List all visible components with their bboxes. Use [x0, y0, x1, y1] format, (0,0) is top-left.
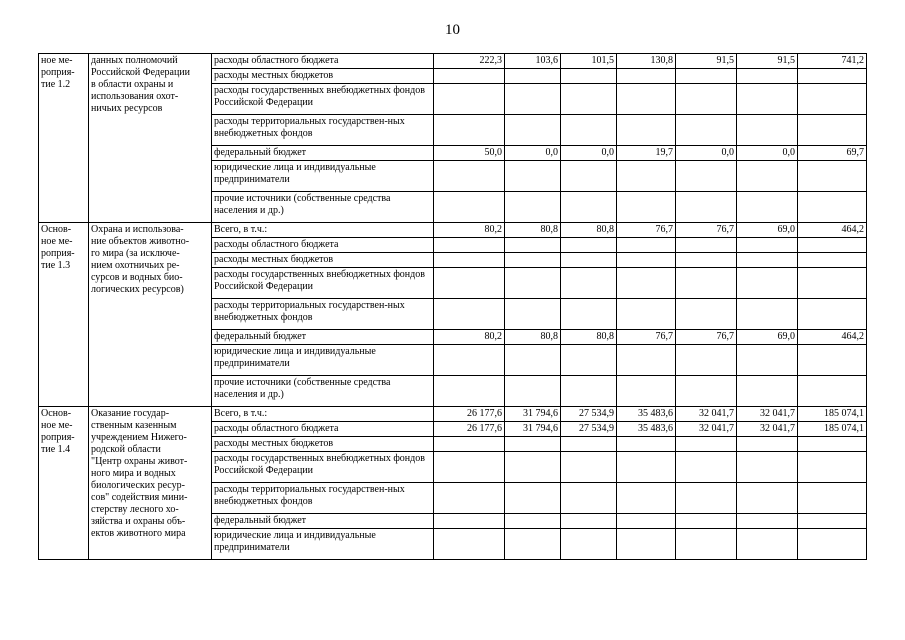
value-cell: 76,7	[617, 330, 676, 345]
value-cell	[676, 238, 737, 253]
total-cell: 464,2	[798, 330, 867, 345]
funding-source-label: расходы местных бюджетов	[212, 437, 434, 452]
value-cell	[561, 376, 617, 407]
value-cell	[617, 84, 676, 115]
value-cell	[434, 483, 505, 514]
value-cell	[505, 192, 561, 223]
value-cell	[737, 452, 798, 483]
value-cell	[505, 437, 561, 452]
value-cell	[676, 376, 737, 407]
value-cell	[561, 84, 617, 115]
value-cell	[737, 483, 798, 514]
total-cell	[798, 514, 867, 529]
table-row	[39, 223, 867, 238]
value-cell: 69,0	[737, 330, 798, 345]
total-cell	[798, 299, 867, 330]
value-cell	[617, 299, 676, 330]
value-cell	[617, 115, 676, 146]
funding-source-label: федеральный бюджет	[212, 146, 434, 161]
value-cell	[737, 69, 798, 84]
value-cell: 103,6	[505, 54, 561, 69]
value-cell	[434, 253, 505, 268]
value-cell	[676, 192, 737, 223]
total-cell	[798, 437, 867, 452]
value-cell	[561, 161, 617, 192]
value-cell: 76,7	[676, 330, 737, 345]
value-cell	[505, 253, 561, 268]
value-cell	[505, 268, 561, 299]
total-cell: 185 074,1	[798, 422, 867, 437]
value-cell	[617, 483, 676, 514]
value-cell	[505, 161, 561, 192]
value-cell: 80,2	[434, 223, 505, 238]
activity-code: Основ- ное ме- роприя- тие 1.3	[39, 223, 89, 407]
value-cell	[737, 268, 798, 299]
value-cell: 32 041,7	[676, 422, 737, 437]
value-cell: 35 483,6	[617, 407, 676, 422]
funding-source-label: расходы областного бюджета	[212, 54, 434, 69]
value-cell	[434, 69, 505, 84]
total-cell	[798, 529, 867, 560]
value-cell: 26 177,6	[434, 407, 505, 422]
value-cell	[617, 376, 676, 407]
funding-source-label: Всего, в т.ч.:	[212, 407, 434, 422]
value-cell: 80,8	[505, 330, 561, 345]
value-cell	[505, 115, 561, 146]
value-cell	[561, 192, 617, 223]
value-cell: 0,0	[737, 146, 798, 161]
value-cell	[505, 452, 561, 483]
value-cell	[737, 192, 798, 223]
funding-source-label: Всего, в т.ч.:	[212, 223, 434, 238]
value-cell	[505, 299, 561, 330]
total-cell	[798, 345, 867, 376]
table-row	[39, 407, 867, 422]
value-cell: 101,5	[561, 54, 617, 69]
value-cell: 91,5	[676, 54, 737, 69]
total-cell	[798, 483, 867, 514]
value-cell	[561, 69, 617, 84]
total-cell	[798, 161, 867, 192]
value-cell: 0,0	[561, 146, 617, 161]
value-cell: 0,0	[676, 146, 737, 161]
value-cell	[434, 238, 505, 253]
value-cell	[617, 192, 676, 223]
funding-source-label: расходы областного бюджета	[212, 422, 434, 437]
value-cell: 32 041,7	[737, 407, 798, 422]
total-cell	[798, 84, 867, 115]
value-cell	[737, 376, 798, 407]
value-cell	[676, 161, 737, 192]
funding-source-label: прочие источники (собственные средства населения и др.)	[212, 192, 434, 223]
value-cell	[505, 529, 561, 560]
activity-name: Оказание государ- ственным казенным учреждением Нижего- родской области "Центр охраны живот- ного мира и водных биологических ресур- сов" содействия мини- стерству лесного хо- зяйства и охраны объ- ектов животного мира	[89, 407, 212, 560]
funding-source-label: федеральный бюджет	[212, 514, 434, 529]
value-cell	[561, 345, 617, 376]
value-cell	[737, 115, 798, 146]
value-cell	[434, 268, 505, 299]
value-cell	[617, 437, 676, 452]
value-cell	[737, 84, 798, 115]
value-cell	[561, 483, 617, 514]
value-cell: 26 177,6	[434, 422, 505, 437]
value-cell: 0,0	[505, 146, 561, 161]
value-cell	[505, 238, 561, 253]
value-cell	[676, 514, 737, 529]
funding-source-label: юридические лица и индивидуальные предприниматели	[212, 161, 434, 192]
value-cell	[434, 84, 505, 115]
funding-source-label: юридические лица и индивидуальные предприниматели	[212, 345, 434, 376]
value-cell	[434, 192, 505, 223]
budget-table	[38, 53, 867, 560]
value-cell	[561, 253, 617, 268]
value-cell: 80,8	[561, 330, 617, 345]
total-cell: 741,2	[798, 54, 867, 69]
value-cell	[676, 345, 737, 376]
value-cell	[505, 84, 561, 115]
value-cell	[434, 529, 505, 560]
value-cell: 31 794,6	[505, 407, 561, 422]
funding-source-label: расходы областного бюджета	[212, 238, 434, 253]
value-cell	[737, 437, 798, 452]
value-cell	[434, 161, 505, 192]
value-cell	[676, 483, 737, 514]
funding-source-label: расходы государственных внебюджетных фондов Российской Федерации	[212, 84, 434, 115]
value-cell: 32 041,7	[737, 422, 798, 437]
value-cell	[737, 161, 798, 192]
value-cell	[561, 238, 617, 253]
activity-code: ное ме- роприя- тие 1.2	[39, 54, 89, 223]
value-cell	[617, 268, 676, 299]
value-cell	[676, 268, 737, 299]
page-number: 10	[445, 22, 460, 38]
value-cell	[561, 268, 617, 299]
value-cell	[737, 529, 798, 560]
value-cell: 130,8	[617, 54, 676, 69]
value-cell	[737, 345, 798, 376]
activity-code: Основ- ное ме- роприя- тие 1.4	[39, 407, 89, 560]
value-cell: 27 534,9	[561, 422, 617, 437]
total-cell	[798, 192, 867, 223]
value-cell	[561, 529, 617, 560]
value-cell: 76,7	[617, 223, 676, 238]
value-cell	[676, 84, 737, 115]
total-cell	[798, 376, 867, 407]
value-cell: 80,8	[505, 223, 561, 238]
value-cell	[561, 115, 617, 146]
value-cell	[676, 69, 737, 84]
value-cell	[617, 69, 676, 84]
funding-source-label: расходы государственных внебюджетных фондов Российской Федерации	[212, 452, 434, 483]
table-row	[39, 54, 867, 69]
value-cell: 91,5	[737, 54, 798, 69]
total-cell	[798, 253, 867, 268]
value-cell: 31 794,6	[505, 422, 561, 437]
value-cell: 76,7	[676, 223, 737, 238]
funding-source-label: расходы государственных внебюджетных фондов Российской Федерации	[212, 268, 434, 299]
value-cell	[434, 376, 505, 407]
value-cell	[505, 345, 561, 376]
value-cell: 32 041,7	[676, 407, 737, 422]
value-cell: 35 483,6	[617, 422, 676, 437]
value-cell	[505, 69, 561, 84]
value-cell: 80,8	[561, 223, 617, 238]
value-cell	[676, 437, 737, 452]
value-cell: 69,0	[737, 223, 798, 238]
value-cell	[434, 452, 505, 483]
total-cell: 69,7	[798, 146, 867, 161]
value-cell: 80,2	[434, 330, 505, 345]
value-cell: 50,0	[434, 146, 505, 161]
value-cell	[434, 437, 505, 452]
value-cell	[434, 514, 505, 529]
activity-name: Охрана и использова- ние объектов животно- го мира (за исключе- нием охотничьих ре- сурсов и водных био- логических ресурсов)	[89, 223, 212, 407]
value-cell	[434, 345, 505, 376]
value-cell	[676, 452, 737, 483]
activity-name: данных полномочий Российской Федерации в области охраны и использования охот- ничьих ресурсов	[89, 54, 212, 223]
value-cell	[737, 253, 798, 268]
value-cell	[505, 514, 561, 529]
value-cell	[434, 115, 505, 146]
value-cell	[561, 514, 617, 529]
funding-source-label: прочие источники (собственные средства населения и др.)	[212, 376, 434, 407]
value-cell	[505, 376, 561, 407]
value-cell	[617, 529, 676, 560]
value-cell	[617, 161, 676, 192]
total-cell: 185 074,1	[798, 407, 867, 422]
total-cell	[798, 69, 867, 84]
value-cell: 222,3	[434, 54, 505, 69]
value-cell	[505, 483, 561, 514]
value-cell	[561, 437, 617, 452]
value-cell	[737, 299, 798, 330]
total-cell	[798, 238, 867, 253]
value-cell	[676, 253, 737, 268]
funding-source-label: федеральный бюджет	[212, 330, 434, 345]
total-cell	[798, 268, 867, 299]
value-cell	[676, 115, 737, 146]
value-cell	[617, 452, 676, 483]
funding-source-label: расходы местных бюджетов	[212, 69, 434, 84]
funding-source-label: расходы местных бюджетов	[212, 253, 434, 268]
funding-source-label: расходы территориальных государствен-ных внебюджетных фондов	[212, 115, 434, 146]
value-cell	[737, 238, 798, 253]
total-cell	[798, 452, 867, 483]
funding-source-label: юридические лица и индивидуальные предприниматели	[212, 529, 434, 560]
funding-source-label: расходы территориальных государствен-ных внебюджетных фондов	[212, 299, 434, 330]
value-cell	[617, 238, 676, 253]
value-cell	[561, 452, 617, 483]
total-cell: 464,2	[798, 223, 867, 238]
funding-source-label: расходы территориальных государствен-ных внебюджетных фондов	[212, 483, 434, 514]
value-cell	[561, 299, 617, 330]
value-cell	[676, 299, 737, 330]
value-cell	[676, 529, 737, 560]
value-cell	[737, 514, 798, 529]
total-cell	[798, 115, 867, 146]
value-cell	[434, 299, 505, 330]
value-cell: 27 534,9	[561, 407, 617, 422]
value-cell: 19,7	[617, 146, 676, 161]
value-cell	[617, 345, 676, 376]
value-cell	[617, 253, 676, 268]
value-cell	[617, 514, 676, 529]
